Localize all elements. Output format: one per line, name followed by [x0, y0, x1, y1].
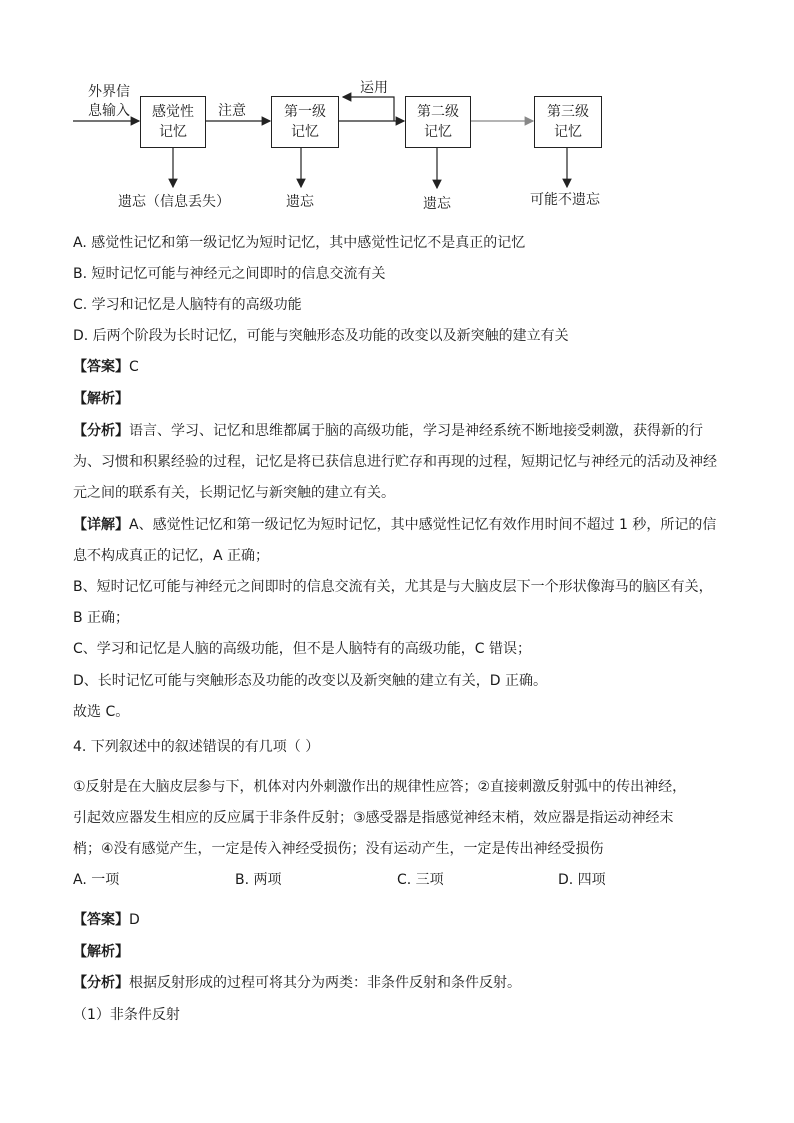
no-forget-label: 可能不遗忘 [530, 192, 600, 208]
answer-label: 【答案】 [73, 359, 129, 375]
q4-option-d: D. 四项 [558, 872, 606, 888]
q3-answer [73, 357, 139, 377]
answer-value: C [129, 359, 139, 375]
forget-label-1: 遗忘（信息丢失） [118, 194, 230, 210]
q4-answer-value: D [129, 912, 140, 928]
q3-option-d: D. 后两个阶段为长时记忆，可能与突触形态及功能的改变以及新突触的建立有关 [73, 328, 569, 344]
attention-label: 注意 [218, 103, 246, 119]
q3-xiangjie-line-1 [73, 515, 716, 535]
q3-option-c: C. 学习和记忆是人脑特有的高级功能 [73, 297, 302, 313]
q3-fenxi-line-1 [73, 421, 703, 441]
fenxi-label: 【分析】 [73, 423, 129, 439]
rehearsal-label: 运用 [360, 80, 388, 96]
memory-flow-diagram [0, 0, 794, 220]
q3-xiangjie-line-5: C、学习和记忆是人脑的高级功能，但不是人脑特有的高级功能，C 错误； [73, 641, 531, 657]
q4-option-b: B. 两项 [235, 872, 282, 888]
q3-xiangjie-line-4: B 正确； [73, 610, 130, 626]
input-label-2: 息输入 [88, 103, 130, 119]
q4-option-c: C. 三项 [397, 872, 444, 888]
xiangjie-label: 【详解】 [73, 517, 129, 533]
box-third-level-memory: 第三级 记忆 [534, 96, 602, 148]
q3-xiangjie-line-3: B、短时记忆可能与神经元之间即时的信息交流有关，尤其是与大脑皮层下一个形状像海马的脑区有关， [73, 579, 713, 595]
q3-xiangjie-line-7: 故选 C。 [73, 704, 130, 720]
input-label-1: 外界信 [88, 84, 130, 100]
q3-analysis-heading: 【解析】 [73, 391, 129, 407]
q3-option-b: B. 短时记忆可能与神经元之间即时的信息交流有关 [73, 266, 386, 282]
q4-option-a: A. 一项 [73, 872, 120, 888]
q3-fenxi-line-2: 为、习惯和积累经验的过程，记忆是将已获信息进行贮存和再现的过程，短期记忆与神经元的活动及神经 [73, 454, 717, 470]
q4-body-line-3: 梢；④没有感觉产生，一定是传入神经受损伤；没有运动产生，一定是传出神经受损伤 [73, 841, 604, 857]
q3-option-a: A. 感觉性记忆和第一级记忆为短时记忆，其中感觉性记忆不是真正的记忆 [73, 235, 526, 251]
fenxi-text-1: 语言、学习、记忆和思维都属于脑的高级功能，学习是神经系统不断地接受刺激，获得新的行 [129, 423, 703, 439]
q3-fenxi-line-3: 元之间的联系有关，长期记忆与新突触的建立有关。 [73, 485, 395, 501]
rehearsal-arrow [343, 97, 394, 121]
box-second-level-memory: 第二级 记忆 [405, 96, 471, 148]
forget-label-3: 遗忘 [423, 196, 451, 212]
q4-fenxi [73, 973, 521, 993]
box-first-level-memory: 第一级 记忆 [271, 96, 339, 148]
box-sensory-memory: 感觉性 记忆 [140, 96, 206, 148]
q4-stem: 4. 下列叙述中的叙述错误的有几项（ ） [73, 739, 320, 755]
q4-sub-heading-1: （1）非条件反射 [73, 1007, 180, 1023]
q4-answer [73, 910, 140, 930]
q4-fenxi-label: 【分析】 [73, 975, 129, 991]
q4-body-line-2: 引起效应器发生相应的反应属于非条件反射；③感受器是指感觉神经末梢，效应器是指运动神经末 [73, 810, 674, 826]
q3-xiangjie-line-6: D、长时记忆可能与突触形态及功能的改变以及新突触的建立有关，D 正确。 [73, 673, 548, 689]
q4-body-line-1: ①反射是在大脑皮层参与下，机体对内外刺激作出的规律性应答；②直接刺激反射弧中的传出神经， [73, 779, 687, 795]
q3-xiangjie-line-2: 息不构成真正的记忆，A 正确； [73, 548, 270, 564]
q4-answer-label: 【答案】 [73, 912, 129, 928]
forget-label-2: 遗忘 [286, 194, 314, 210]
q4-fenxi-text: 根据反射形成的过程可将其分为两类：非条件反射和条件反射。 [129, 975, 521, 991]
q4-analysis-heading: 【解析】 [73, 944, 129, 960]
xiangjie-text-1: A、感觉性记忆和第一级记忆为短时记忆，其中感觉性记忆有效作用时间不超过 1 秒，所记的信 [129, 517, 717, 533]
